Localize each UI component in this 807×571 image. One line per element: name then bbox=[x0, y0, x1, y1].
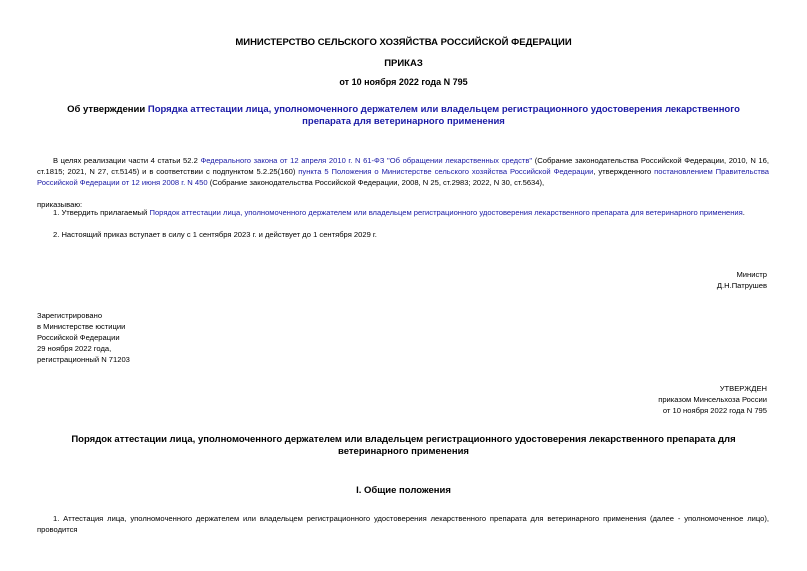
approval-line: УТВЕРЖДЕН bbox=[719, 384, 767, 393]
registration-line: регистрационный N 71203 bbox=[37, 355, 130, 364]
registration-line: в Министерстве юстиции bbox=[37, 322, 126, 331]
order-heading: ПРИКАЗ bbox=[384, 58, 423, 69]
signer-name: Д.Н.Патрушев bbox=[716, 281, 767, 290]
government-decree-link[interactable]: постановлением Правительства Российской Федерации от 12 июня 2008 г. N 450 bbox=[37, 167, 770, 187]
order-date: от 10 ноября 2022 года N 795 bbox=[339, 77, 468, 87]
registration-line: Российской Федерации bbox=[37, 333, 120, 342]
federal-law-link[interactable]: Федерального закона от 12 апреля 2010 г. N 61-ФЗ "Об обращении лекарственных средств" bbox=[200, 156, 533, 165]
registration-line: Зарегистрировано bbox=[37, 311, 103, 320]
procedure-link[interactable]: Порядок аттестации лица, уполномоченного держателем или владельцем регистрационного удостоверения лекарственного препарата для ветеринарного применения bbox=[149, 208, 743, 217]
approval-line: приказом Минсельхоза России bbox=[658, 395, 767, 404]
preamble-text-2: (Собрание законодательства Российской Федерации, 2010, N 16, ст.1815; 2021, N 27, ст.5145) и в соответствии с подпунктом 5.2.25(160) bbox=[37, 156, 769, 176]
approval-block bbox=[658, 383, 767, 416]
registration-block bbox=[37, 310, 130, 365]
preamble-text-4: (Собрание законодательства Российской Федерации, 2008, N 25, ст.2983; 2022, N 30, ст.5634), bbox=[207, 178, 545, 187]
registration-line: 29 ноября 2022 года, bbox=[37, 344, 112, 353]
section-title: I. Общие положения bbox=[356, 485, 451, 496]
order-item-1 bbox=[37, 207, 769, 218]
item1-suffix: . bbox=[742, 208, 745, 217]
regulation-link[interactable]: пункта 5 Положения о Министерстве сельского хозяйства Российской Федерации bbox=[298, 167, 594, 176]
order-item-2: 2. Настоящий приказ вступает в силу с 1 сентября 2023 г. и действует до 1 сентября 2029 г. bbox=[53, 230, 377, 239]
preamble-text-3: , утвержденного bbox=[593, 167, 655, 176]
preamble-paragraph bbox=[37, 155, 769, 188]
signer-block bbox=[717, 269, 767, 291]
preamble-text-1: В целях реализации части 4 статьи 52.2 bbox=[53, 156, 201, 165]
approval-line: от 10 ноября 2022 года N 795 bbox=[662, 406, 767, 415]
procedure-title: Порядок аттестации лица, уполномоченного держателем или владельцем регистрационного удостоверения лекарственного препарата для ветеринарного применения bbox=[71, 434, 736, 457]
order-subject bbox=[48, 104, 759, 128]
clause-1: 1. Аттестация лица, уполномоченного держателем или владельцем регистрационного удостоверения лекарственного препарата для ветеринарного применения (далее - уполномоченное лицо), проводится bbox=[37, 514, 769, 534]
order-text: приказываю: bbox=[37, 200, 83, 209]
subject-prefix: Об утверждении bbox=[67, 104, 148, 115]
signer-position: Министр bbox=[736, 270, 767, 279]
subject-link[interactable]: Порядка аттестации лица, уполномоченного держателем или владельцем регистрационного удостоверения лекарственного препарата для ветеринарного применения bbox=[147, 104, 740, 127]
item1-prefix: 1. Утвердить прилагаемый bbox=[53, 208, 150, 217]
ministry-name: МИНИСТЕРСТВО СЕЛЬСКОГО ХОЗЯЙСТВА РОССИЙСКОЙ ФЕДЕРАЦИИ bbox=[235, 37, 572, 48]
